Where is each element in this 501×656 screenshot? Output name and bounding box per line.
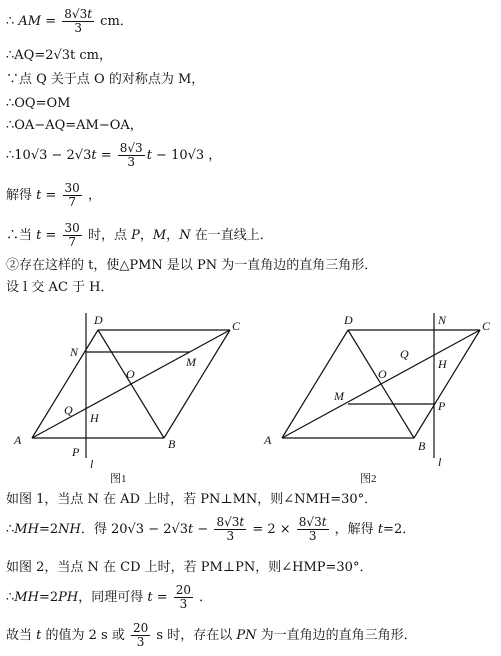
edge-cb: [414, 330, 480, 438]
label-o: O: [126, 367, 135, 381]
label-m: M: [334, 389, 344, 403]
label-b: B: [418, 439, 426, 453]
edge-cb: [164, 330, 230, 438]
label-n: N: [70, 345, 79, 359]
label-d: D: [344, 313, 353, 327]
label-a: A: [264, 433, 272, 447]
label-l: l: [438, 455, 442, 469]
label-o: O: [378, 367, 387, 381]
label-h: H: [90, 411, 99, 425]
diag-db: [98, 330, 164, 438]
line-collinear: ∴当 t = $\frac{30}{7}$ 时，点 P，M，N 在一直线上．: [6, 221, 273, 249]
line-oa: ∴OA−AQ=AM−OA，: [6, 118, 143, 133]
line-case2-solve: ∴MH=2PH，同理可得 t = $\frac{20}{3}$ ．: [6, 583, 213, 611]
line-conclusion: 故当 t 的值为 2 s 或 $\frac{20}{3}$ s 时，存在以 PN 为一直角边的直角三角形．: [6, 621, 417, 649]
label-c: C: [482, 319, 491, 333]
line-case1: 如图 1，当点 N 在 AD 上时，若 PN⊥MN，则∠NMH=30°．: [6, 492, 378, 507]
label-a: A: [14, 433, 22, 447]
label-d: D: [94, 313, 103, 327]
line-oq-om: ∴OQ=OM: [6, 96, 71, 111]
figure-2: [260, 308, 500, 488]
line-case2: 如图 2，当点 N 在 CD 上时，若 PM⊥PN，则∠HMP=30°．: [6, 560, 373, 575]
line-aq: ∴AQ=2√3t cm，: [6, 48, 112, 63]
label-p: P: [72, 445, 80, 459]
line-am: ∴ AM = $\frac{8√3t}{3}$ cm．: [6, 7, 133, 35]
figure-1: [10, 308, 260, 488]
line-exists: ②存在这样的 t，使△PMN 是以 PN 为一直角边的直角三角形．: [6, 258, 378, 273]
label-q: Q: [400, 347, 409, 361]
label-l: l: [90, 457, 94, 471]
line-case1-solve: ∴MH=2NH．得 20√3 − 2√3t − $\frac{8√3t}{3}$ = 2 × $\frac{8√3t}{3}$ ，解得 t=2．: [6, 515, 416, 543]
label-m: M: [186, 355, 196, 369]
caption-fig1: 图1: [110, 473, 127, 485]
line-solve-t: 解得 t = $\frac{30}{7}$ ，: [6, 181, 101, 209]
label-c: C: [232, 319, 241, 333]
label-n: N: [438, 313, 447, 327]
edge-ad: [282, 330, 348, 438]
edge-ad: [32, 330, 98, 438]
label-p: P: [438, 399, 446, 413]
line-equation: ∴10√3 − 2√3t = $\frac{8√3}{3}$ t − 10√3 ，: [6, 141, 222, 169]
caption-fig2: 图2: [360, 473, 377, 485]
line-let-l: 设 l 交 AC 于 H．: [6, 280, 114, 295]
label-b: B: [168, 437, 176, 451]
line-symmetric: ∵点 Q 关于点 O 的对称点为 M，: [6, 72, 205, 87]
label-h: H: [438, 357, 447, 371]
label-q: Q: [64, 403, 73, 417]
